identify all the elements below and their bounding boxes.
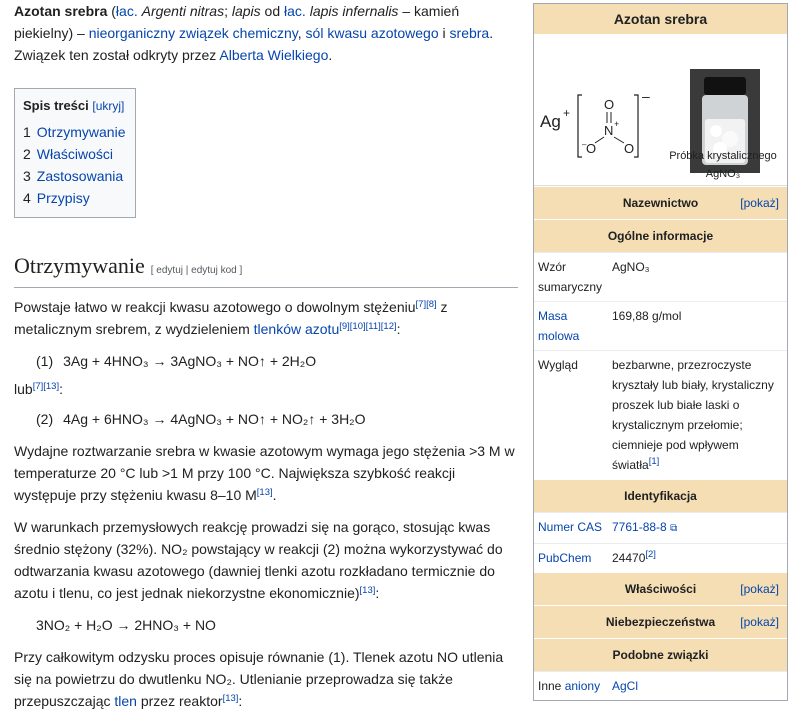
toc-toggle[interactable]: [ukryj] (92, 99, 125, 113)
nitric-acid-link[interactable]: kwasu azotowego (327, 25, 439, 41)
paragraph-2: Wydajne roztwarzanie srebra w kwasie azotowym wymaga jego stężenia >3 M w temperaturze 20 °C lub >1 M przy 100 °C. Największa szybkość reakcji występuje przy stężeniu kwasu 8–10 M[13]. (14, 443, 515, 503)
toc-item-4[interactable]: 4 Przypisy (23, 190, 90, 206)
svg-text:N: N (604, 123, 614, 138)
show-properties-toggle[interactable]: [pokaż] (740, 582, 779, 596)
infobox-images (534, 35, 787, 186)
other-anions-row: Inne aniony AgCl (534, 671, 787, 700)
pubchem-link[interactable]: PubChem (538, 551, 592, 565)
infobox-title: Azotan srebra (534, 4, 787, 35)
section-heading: Otrzymywanie [ edytuj | edytuj kod ] (14, 252, 518, 288)
article-content (14, 0, 518, 722)
intro-paragraph: Azotan srebra (łac. Argenti nitras; lapis od łac. lapis infernalis – kamień piekielny) – nieorganiczny związek chemiczny, sól kwasu azotowego i srebra. Związek ten został odkryty przez Alberta Wielkiego. (14, 3, 494, 63)
toc-item-3[interactable]: 3 Zastosowania (23, 168, 124, 184)
image-caption: Próbka krystalicznego AgNO₃ (669, 150, 777, 180)
general-info-section: Ogólne informacje (534, 219, 787, 252)
nitrogen-oxides-link[interactable]: tlenków azotu (253, 321, 340, 337)
show-nomenclature-toggle[interactable]: [pokaż] (740, 196, 779, 210)
paragraph-1: Powstaje łatwo w reakcji kwasu azotowego o dowolnym stężeniu[7][8] z metalicznym srebrem, z wydzieleniem tlenków azotu[9][10][11][12]: (14, 299, 448, 337)
toc-item-1[interactable]: 1 Otrzymywanie (23, 124, 126, 140)
toc-title: Spis treści (23, 98, 89, 113)
cas-row (534, 512, 787, 543)
anions-link[interactable]: aniony (564, 679, 601, 693)
nomenclature-section[interactable]: Nazewnictwo [pokaż] (534, 186, 787, 219)
properties-section[interactable]: Właściwości [pokaż] (534, 572, 787, 605)
svg-text:–: – (582, 140, 587, 149)
paragraph-3: W warunkach przemysłowych reakcję prowadzi się na gorąco, stosując kwas średnio stężony (32%). NO₂ powstający w reakcji (2) można wykorzystywać do odtwarzania kwasu azotowego (dawniej tlenki azotu rozkładano termicznie do azotu i tlenu, co jest jednak niekorzystne ekonomicznie)[13]: (14, 519, 503, 601)
show-hazards-toggle[interactable]: [pokaż] (740, 615, 779, 629)
structural-formula-image (536, 65, 666, 165)
cas-number-link[interactable]: 7761-88-8 (612, 520, 667, 534)
svg-text:+: + (563, 106, 571, 120)
svg-text:O: O (586, 141, 597, 156)
albert-link[interactable]: Alberta Wielkiego (219, 47, 329, 63)
svg-text:+: + (614, 119, 620, 129)
salt-link[interactable]: sól (305, 25, 324, 41)
formula-row: Wzór sumaryczny AgNO₃ (534, 252, 787, 301)
edit-section-link[interactable]: [ edytuj | edytuj kod ] (150, 265, 243, 276)
silver-link[interactable]: srebra (449, 25, 490, 41)
molar-mass-link[interactable]: Masa molowa (538, 309, 580, 343)
cas-link[interactable]: Numer CAS (538, 520, 603, 534)
inorganic-compound-link[interactable]: nieorganiczny związek chemiczny (88, 25, 298, 41)
svg-text:–: – (642, 88, 650, 104)
chembox (533, 3, 788, 701)
pubchem-row: PubChem 24470[2] (534, 543, 787, 572)
svg-text:O: O (624, 141, 635, 156)
article-subject: Azotan srebra (14, 3, 108, 19)
lat-link[interactable]: łac. (115, 3, 138, 19)
svg-text:O: O (604, 97, 615, 112)
equation-2: (2) 4Ag + 6HNO₃ → 4AgNO₃ + NO↑ + NO₂↑ + 3H₂O (36, 411, 366, 427)
external-link-icon: ⧉ (670, 523, 678, 534)
equation-3: 3NO₂ + H₂O → 2HNO₃ + NO (36, 617, 216, 633)
paragraph-4: Przy całkowitym odzysku proces opisuje równanie (1). Tlenek azotu NO utlenia się na powietrzu do dwutlenku NO₂. Utlenianie przeprowadza się także przepuszczając tlen przez reaktor[13]: (14, 649, 504, 709)
similar-compounds-section: Podobne związki (534, 638, 787, 671)
toc-item-2[interactable]: 2 Właściwości (23, 146, 114, 162)
identification-section: Identyfikacja (534, 479, 787, 512)
formula-silver: Ag (540, 112, 561, 131)
oxygen-link[interactable]: tlen (114, 693, 137, 709)
appearance-row: Wygląd bezbarwne, przezroczyste kryształy lub biały, krystaliczny proszek lub białe laski o krystalicznym przełomie; ciemnieje pod wpływem światła[1] (534, 350, 787, 479)
equation-1: (1) 3Ag + 4HNO₃ → 3AgNO₃ + NO↑ + 2H₂O (36, 353, 317, 369)
lub-line: lub[7][13]: (14, 381, 63, 397)
table-of-contents (14, 88, 136, 218)
lat-link-2[interactable]: łac. (284, 3, 306, 19)
agcl-link[interactable]: AgCl (612, 679, 639, 693)
hazards-section[interactable]: Niebezpieczeństwa [pokaż] (534, 605, 787, 638)
molar-mass-row: Masa molowa 169,88 g/mol (534, 301, 787, 350)
